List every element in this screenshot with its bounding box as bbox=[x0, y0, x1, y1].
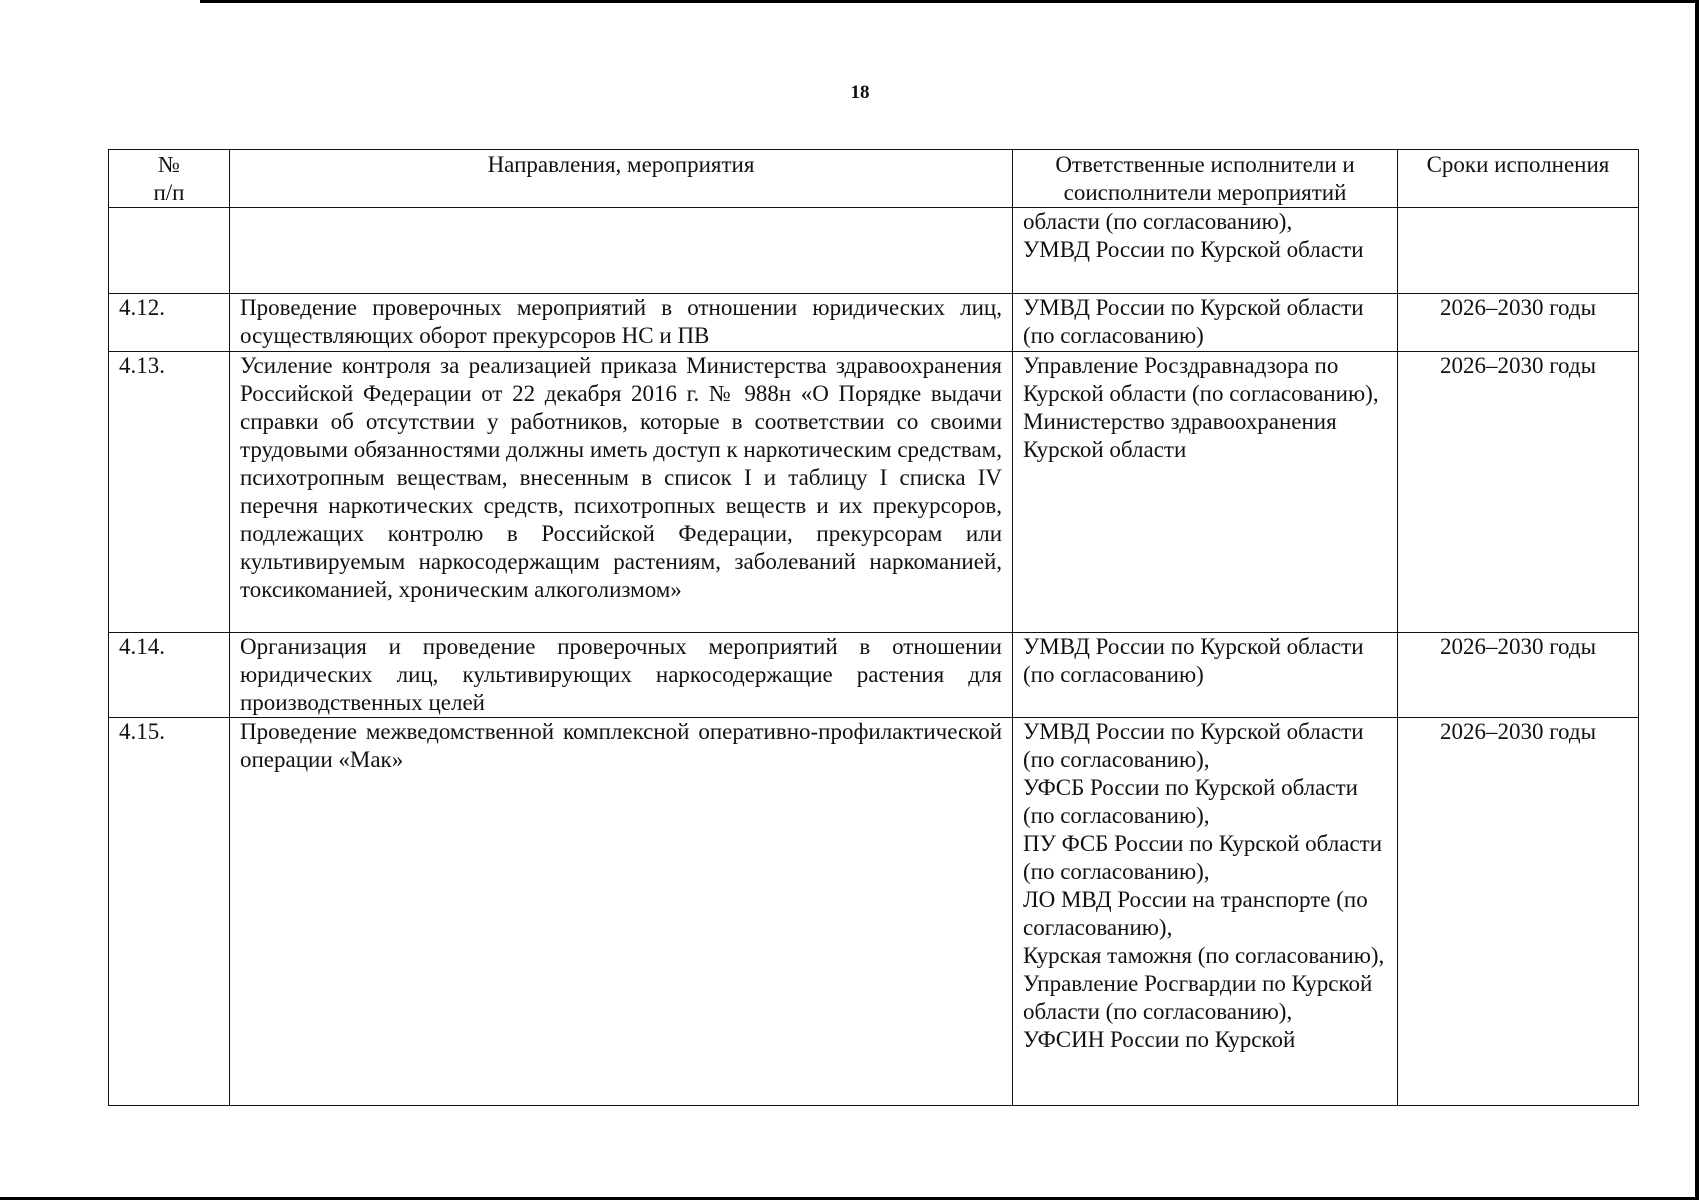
row-responsible: УМВД России по Курской области (по согласованию) bbox=[1013, 294, 1398, 352]
row-term bbox=[1398, 208, 1639, 294]
row-term: 2026–2030 годы bbox=[1398, 352, 1639, 633]
row-responsible: Управление Росздравнадзора по Курской области (по согласованию), Министерство здравоохранения Курской области bbox=[1013, 352, 1398, 633]
header-direction: Направления, мероприятия bbox=[230, 150, 1013, 208]
header-number: № п/п bbox=[109, 150, 230, 208]
row-term: 2026–2030 годы bbox=[1398, 633, 1639, 718]
table-header-row bbox=[109, 150, 1639, 208]
row-direction: Организация и проведение проверочных мероприятий в отношении юридических лиц, культивирующих наркосодержащие растения для производственных целей bbox=[230, 633, 1013, 718]
row-direction: Усиление контроля за реализацией приказа Министерства здравоохранения Российской Федерации от 22 декабря 2016 г. № 988н «О Порядке выдачи справки об отсутствии у работников, которые в соответствии со своими трудовыми обязанностями должны иметь доступ к наркотическим средствам, психотропным веществам, внесенным в список I и таблицу I списка IV перечня наркотических средств, психотропных веществ и их прекурсоров, подлежащих контролю в Российской Федерации, прекурсорам или культивируемым наркосодержащим растениям, заболеваний наркоманией, токсикоманией, хроническим алкоголизмом» bbox=[230, 352, 1013, 633]
row-term: 2026–2030 годы bbox=[1398, 294, 1639, 352]
row-responsible: УМВД России по Курской области (по согласованию), УФСБ России по Курской области (по согласованию), ПУ ФСБ России по Курской области (по согласованию), ЛО МВД России на транспорте (по согласованию), Курская таможня (по согласованию), Управление Росгвардии по Курской области (по согласованию), УФСИН России по Курской bbox=[1013, 718, 1398, 1106]
table-row bbox=[109, 633, 1639, 718]
scan-edge-top bbox=[200, 0, 1699, 3]
header-term: Сроки исполнения bbox=[1398, 150, 1639, 208]
row-direction: Проведение проверочных мероприятий в отношении юридических лиц, осуществляющих оборот прекурсоров НС и ПВ bbox=[230, 294, 1013, 352]
row-responsible: УМВД России по Курской области (по согласованию) bbox=[1013, 633, 1398, 718]
measures-table bbox=[108, 149, 1639, 1106]
row-responsible: области (по согласованию), УМВД России по Курской области bbox=[1013, 208, 1398, 294]
table-row bbox=[109, 718, 1639, 1106]
row-direction bbox=[230, 208, 1013, 294]
table-row bbox=[109, 352, 1639, 633]
table-row bbox=[109, 208, 1639, 294]
row-number: 4.12. bbox=[109, 294, 230, 352]
row-direction: Проведение межведомственной комплексной оперативно-профилактической операции «Мак» bbox=[230, 718, 1013, 1106]
scan-edge-right bbox=[1695, 0, 1699, 1200]
page-number: 18 bbox=[850, 82, 870, 103]
row-number: 4.14. bbox=[109, 633, 230, 718]
row-number bbox=[109, 208, 230, 294]
header-responsible: Ответственные исполнители и соисполнители мероприятий bbox=[1013, 150, 1398, 208]
table-row bbox=[109, 294, 1639, 352]
row-number: 4.15. bbox=[109, 718, 230, 1106]
row-term: 2026–2030 годы bbox=[1398, 718, 1639, 1106]
row-number: 4.13. bbox=[109, 352, 230, 633]
